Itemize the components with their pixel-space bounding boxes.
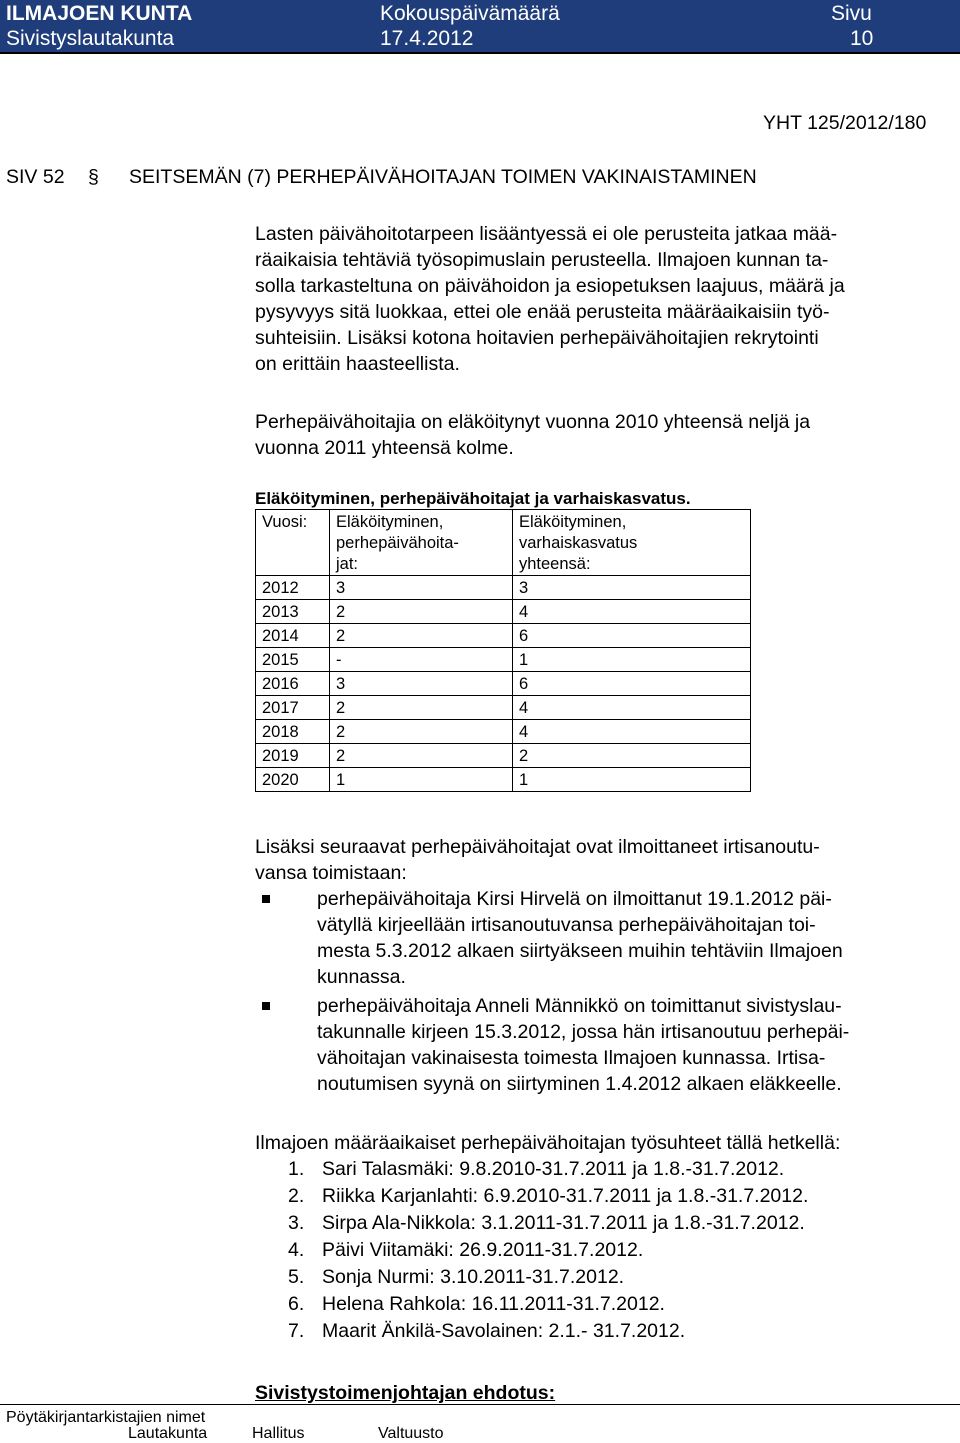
retirement-table bbox=[255, 509, 751, 792]
table-row bbox=[256, 576, 751, 600]
cell-total: 1 bbox=[513, 768, 751, 792]
list-number: 2. bbox=[288, 1185, 305, 1207]
org-name: ILMAJOEN KUNTA bbox=[6, 2, 193, 25]
list-text: Sari Talasmäki: 9.8.2010-31.7.2011 ja 1.8.-31.7.2012. bbox=[322, 1158, 785, 1180]
section-number: SIV 52 bbox=[6, 166, 65, 188]
section-symbol: § bbox=[88, 166, 99, 188]
list-item bbox=[288, 1156, 784, 1182]
meeting-date: 17.4.2012 bbox=[380, 27, 474, 50]
paragraph-line: Lasten päivähoitotarpeen lisääntyessä ei ole perusteita jatkaa mää- bbox=[255, 223, 838, 245]
cell-family-daycare: 2 bbox=[330, 696, 513, 720]
list-item bbox=[288, 1237, 643, 1263]
header-line: perhepäivähoita- bbox=[336, 534, 459, 552]
list-text: Sonja Nurmi: 3.10.2011-31.7.2012. bbox=[322, 1266, 625, 1288]
cell-family-daycare: 2 bbox=[330, 744, 513, 768]
list-number: 3. bbox=[288, 1212, 305, 1234]
cell-total: 4 bbox=[513, 696, 751, 720]
cell-year: 2016 bbox=[256, 672, 330, 696]
header-line: varhaiskasvatus bbox=[519, 534, 638, 552]
list-number: 7. bbox=[288, 1320, 305, 1342]
list-item-line: takunnalle kirjeen 15.3.2012, jossa hän irtisanoutuu perhepäi- bbox=[317, 1021, 850, 1043]
cell-year: 2012 bbox=[256, 576, 330, 600]
cell-family-daycare: 1 bbox=[330, 768, 513, 792]
footer-label-council: Valtuusto bbox=[378, 1425, 444, 1442]
list-item bbox=[288, 1291, 665, 1317]
header-year: Vuosi: bbox=[256, 510, 330, 576]
table-row bbox=[256, 744, 751, 768]
cell-total: 6 bbox=[513, 672, 751, 696]
reference-number: YHT 125/2012/180 bbox=[763, 112, 927, 134]
paragraph-line: Lisäksi seuraavat perhepäivähoitajat ovat ilmoittaneet irtisanoutu- bbox=[255, 836, 820, 858]
list-text: Päivi Viitamäki: 26.9.2011-31.7.2012. bbox=[322, 1239, 644, 1261]
list-item bbox=[288, 1318, 685, 1344]
list-item bbox=[288, 1210, 805, 1236]
table-row bbox=[256, 672, 751, 696]
cell-family-daycare: 3 bbox=[330, 576, 513, 600]
cell-year: 2020 bbox=[256, 768, 330, 792]
cell-family-daycare: - bbox=[330, 648, 513, 672]
table-row bbox=[256, 600, 751, 624]
table-row bbox=[256, 648, 751, 672]
proposal-heading: Sivistystoimenjohtajan ehdotus: bbox=[255, 1382, 556, 1404]
list-item bbox=[288, 1264, 624, 1290]
list-item-line: noutumisen syynä on siirtyminen 1.4.2012 alkaen eläkkeelle. bbox=[317, 1073, 842, 1095]
paragraph-line: räaikaisia tehtäviä työsopimuslain perusteella. Ilmajoen kunnan ta- bbox=[255, 249, 829, 271]
paragraph-line: vansa toimistaan: bbox=[255, 862, 407, 884]
table-row bbox=[256, 720, 751, 744]
header-line: jat: bbox=[336, 555, 359, 573]
list-number: 1. bbox=[288, 1158, 305, 1180]
paragraph-line: suhteisiin. Lisäksi kotona hoitavien perhepäivähoitajien rekrytointi bbox=[255, 327, 819, 349]
paragraph-1 bbox=[255, 221, 955, 377]
paragraph-2 bbox=[255, 409, 955, 461]
cell-year: 2014 bbox=[256, 624, 330, 648]
cell-year: 2019 bbox=[256, 744, 330, 768]
cell-year: 2017 bbox=[256, 696, 330, 720]
footer-checkers: Pöytäkirjantarkistajien nimet bbox=[6, 1409, 206, 1426]
cell-total: 3 bbox=[513, 576, 751, 600]
cell-family-daycare: 2 bbox=[330, 720, 513, 744]
list-text: Riikka Karjanlahti: 6.9.2010-31.7.2011 ja 1.8.-31.7.2012. bbox=[322, 1185, 809, 1207]
table-title: Eläköityminen, perhepäivähoitajat ja varhaiskasvatus. bbox=[255, 489, 691, 508]
bullet-icon bbox=[262, 895, 270, 903]
paragraph-line: Perhepäivähoitajia on eläköitynyt vuonna 2010 yhteensä neljä ja bbox=[255, 411, 811, 433]
list-number: 5. bbox=[288, 1266, 305, 1288]
list-text: Maarit Änkilä-Savolainen: 2.1.- 31.7.2012. bbox=[322, 1320, 686, 1342]
cell-year: 2013 bbox=[256, 600, 330, 624]
list-item-line: vähoitajan vakinaisesta toimesta Ilmajoen kunnassa. Irtisa- bbox=[317, 1047, 826, 1069]
paragraph-line: on erittäin haasteellista. bbox=[255, 353, 460, 375]
list-item-line: vätyllä kirjeellään irtisanoutuvansa perhepäivähoitajan toi- bbox=[317, 914, 816, 936]
footer-label-board: Lautakunta bbox=[128, 1425, 208, 1442]
header-line: yhteensä: bbox=[519, 555, 591, 573]
list-item-line: mesta 5.3.2012 alkaen siirtyäkseen muihin tehtäviin Ilmajoen bbox=[317, 940, 843, 962]
paragraph-4: Ilmajoen määräaikaiset perhepäivähoitajan työsuhteet tällä hetkellä: bbox=[255, 1132, 841, 1154]
cell-total: 4 bbox=[513, 600, 751, 624]
list-item-line: kunnassa. bbox=[317, 966, 406, 988]
cell-year: 2018 bbox=[256, 720, 330, 744]
table-row bbox=[256, 768, 751, 792]
list-item-line: perhepäivähoitaja Anneli Männikkö on toimittanut sivistyslau- bbox=[317, 995, 842, 1017]
footer-label-government: Hallitus bbox=[252, 1425, 305, 1442]
list-number: 4. bbox=[288, 1239, 305, 1261]
page-label: Sivu bbox=[831, 2, 872, 25]
header-line: Eläköityminen, bbox=[519, 513, 627, 531]
table-header-row bbox=[256, 510, 751, 576]
header-line: Eläköityminen, bbox=[336, 513, 444, 531]
table-row bbox=[256, 696, 751, 720]
list-item bbox=[288, 1183, 808, 1209]
table-row bbox=[256, 624, 751, 648]
cell-total: 6 bbox=[513, 624, 751, 648]
header-early-education bbox=[513, 510, 751, 576]
date-label: Kokouspäivämäärä bbox=[380, 2, 560, 25]
paragraph-line: vuonna 2011 yhteensä kolme. bbox=[255, 437, 514, 459]
list-item-line: perhepäivähoitaja Kirsi Hirvelä on ilmoittanut 19.1.2012 päi- bbox=[317, 888, 832, 910]
footer-divider bbox=[0, 1404, 960, 1405]
cell-family-daycare: 3 bbox=[330, 672, 513, 696]
cell-family-daycare: 2 bbox=[330, 624, 513, 648]
cell-total: 4 bbox=[513, 720, 751, 744]
page-number: 10 bbox=[850, 27, 874, 50]
header-family-daycare bbox=[330, 510, 513, 576]
paragraph-line: pysyvyys sitä luokkaa, ettei ole enää perusteita määräaikaisiin työ- bbox=[255, 301, 830, 323]
header-divider bbox=[0, 52, 960, 54]
section-title: SEITSEMÄN (7) PERHEPÄIVÄHOITAJAN TOIMEN VAKINAISTAMINEN bbox=[129, 166, 757, 188]
committee-name: Sivistyslautakunta bbox=[6, 27, 175, 50]
cell-family-daycare: 2 bbox=[330, 600, 513, 624]
list-number: 6. bbox=[288, 1293, 305, 1315]
paragraph-line: solla tarkasteltuna on päivähoidon ja esiopetuksen laajuus, määrä ja bbox=[255, 275, 845, 297]
cell-year: 2015 bbox=[256, 648, 330, 672]
paragraph-3 bbox=[255, 834, 955, 886]
list-text: Sirpa Ala-Nikkola: 3.1.2011-31.7.2011 ja 1.8.-31.7.2012. bbox=[322, 1212, 805, 1234]
cell-total: 1 bbox=[513, 648, 751, 672]
cell-total: 2 bbox=[513, 744, 751, 768]
list-text: Helena Rahkola: 16.11.2011-31.7.2012. bbox=[322, 1293, 665, 1315]
bullet-icon bbox=[262, 1002, 270, 1010]
